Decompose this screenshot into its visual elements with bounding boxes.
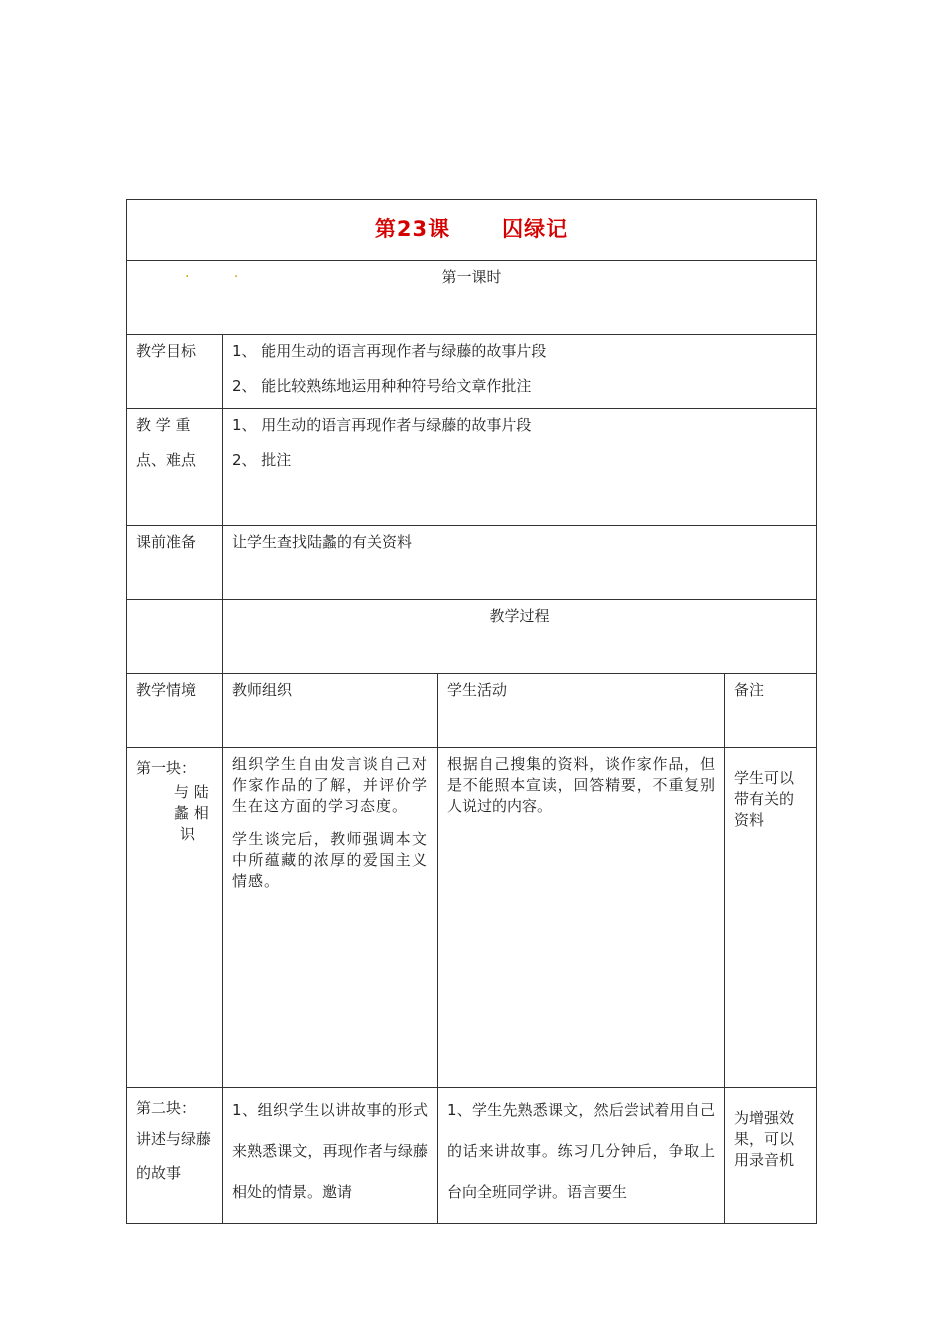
process-title: 教学过程 (223, 600, 817, 674)
block1-student: 根据自己搜集的资料，谈作家作品，但是不能照本宣读，回答精要，不重复别人说过的内容。 (438, 748, 725, 1088)
block2-scene (127, 1088, 223, 1224)
period-label: 第一课时 (441, 268, 502, 286)
block1-teacher-p2: 学生谈完后，教师强调本文中所蕴藏的浓厚的爱国主义情感。 (232, 830, 428, 890)
block2-sub: 讲述与绿藤的故事 (136, 1130, 212, 1182)
block1-teacher-p1: 组织学生自由发言谈自己对作家作品的了解，并评价学生在这方面的学习态度。 (232, 755, 428, 815)
key-points-content (223, 409, 817, 526)
block1-note: 学生可以带有关的资料 (725, 748, 817, 1088)
block2-teacher: 1、组织学生以讲故事的形式来熟悉课文，再现作者与绿藤相处的情景。邀请 (223, 1088, 438, 1224)
block1-sub-line: 与 陆 (174, 783, 209, 801)
lesson-plan-table (126, 199, 817, 1224)
block2-label: 第二块： (136, 1099, 197, 1117)
key-point-item: 2、 批注 (232, 451, 292, 469)
key-point-item: 1、 用生动的语言再现作者与绿藤的故事片段 (232, 416, 532, 434)
lesson-name: 囚绿记 (502, 216, 569, 241)
header-student: 学生活动 (438, 674, 725, 748)
key-points-label-line1: 教 学 重 (136, 416, 191, 434)
header-scene: 教学情境 (127, 674, 223, 748)
title-row (127, 200, 817, 261)
goal-item: 2、 能比较熟练地运用种种符号给文章作批注 (232, 377, 532, 395)
block1-label: 第一块： (136, 759, 197, 777)
block2-student: 1、学生先熟悉课文，然后尝试着用自己的话来讲故事。练习几分钟后，争取上台向全班同学讲。语言要生 (438, 1088, 725, 1224)
block1-teacher (223, 748, 438, 1088)
prep-content: 让学生查找陆蠡的有关资料 (223, 526, 817, 600)
key-points-label-line2: 点、难点 (136, 451, 197, 469)
goals-content (223, 335, 817, 409)
key-points-label (127, 409, 223, 526)
process-empty-cell (127, 600, 223, 674)
prep-label: 课前准备 (127, 526, 223, 600)
header-note: 备注 (725, 674, 817, 748)
block1-sub-line: 识 (180, 825, 196, 843)
period-row (127, 261, 817, 335)
lesson-number: 第23课 (374, 216, 451, 241)
block1-scene (127, 748, 223, 1088)
block2-note: 为增强效果，可以用录音机 (725, 1088, 817, 1224)
goal-item: 1、 能用生动的语言再现作者与绿藤的故事片段 (232, 342, 547, 360)
goals-label: 教学目标 (127, 335, 223, 409)
block1-sub-line: 蠡 相 (174, 804, 209, 822)
decor-dots: · · (185, 269, 259, 285)
header-teacher: 教师组织 (223, 674, 438, 748)
